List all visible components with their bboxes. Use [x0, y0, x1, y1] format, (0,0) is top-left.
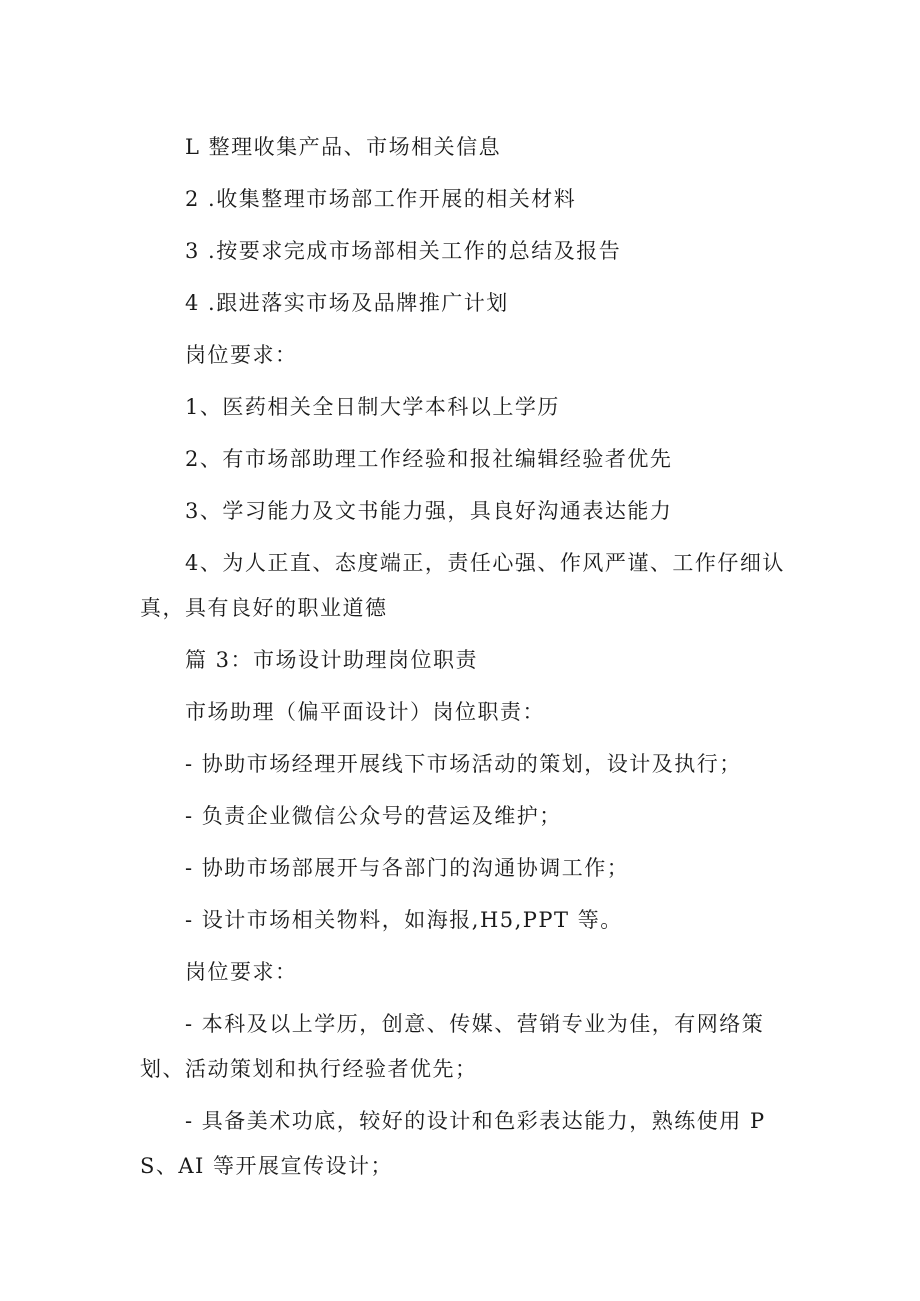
- paragraph-design-req-2: - 具备美术功底，较好的设计和色彩表达能力，熟练使用 PS、AI 等开展宣传设计；: [140, 1109, 766, 1178]
- paragraph-duty-3: 3 .按要求完成市场部相关工作的总结及报告: [185, 239, 622, 263]
- section-heading-design-requirements: 岗位要求：: [185, 960, 298, 984]
- paragraph-design-duty-4: - 设计市场相关物料，如海报,H5,PPT 等。: [185, 908, 623, 932]
- paragraph-design-duty-2: - 负责企业微信公众号的营运及维护；: [185, 804, 562, 828]
- paragraph-design-duty-3: - 协助市场部展开与各部门的沟通协调工作；: [185, 856, 630, 880]
- paragraph-req-2: 2、有市场部助理工作经验和报社编辑经验者优先: [185, 447, 673, 471]
- paragraph-req-1: 1、医药相关全日制大学本科以上学历: [185, 395, 560, 419]
- paragraph-duty-4: 4 .跟进落实市场及品牌推广计划: [185, 291, 509, 315]
- paragraph-duty-2: 2 .收集整理市场部工作开展的相关材料: [185, 187, 577, 211]
- section-heading-requirements: 岗位要求：: [185, 343, 298, 367]
- chapter-heading-3: 篇 3：市场设计助理岗位职责: [185, 648, 479, 672]
- paragraph-req-3: 3、学习能力及文书能力强，具良好沟通表达能力: [185, 499, 673, 523]
- paragraph-design-duty-1: - 协助市场经理开展线下市场活动的策划，设计及执行；: [185, 752, 742, 776]
- paragraph-design-req-1: - 本科及以上学历，创意、传媒、营销专业为佳，有网络策划、活动策划和执行经验者优先；: [140, 1012, 765, 1081]
- paragraph-duty-1: L 整理收集产品、市场相关信息: [185, 135, 502, 159]
- section-heading-design-duties: 市场助理（偏平面设计）岗位职责：: [185, 700, 545, 724]
- document-body: [140, 125, 790, 1196]
- paragraph-req-4: 4、为人正直、态度端正，责任心强、作风严谨、工作仔细认真，具有良好的职业道德: [140, 551, 785, 620]
